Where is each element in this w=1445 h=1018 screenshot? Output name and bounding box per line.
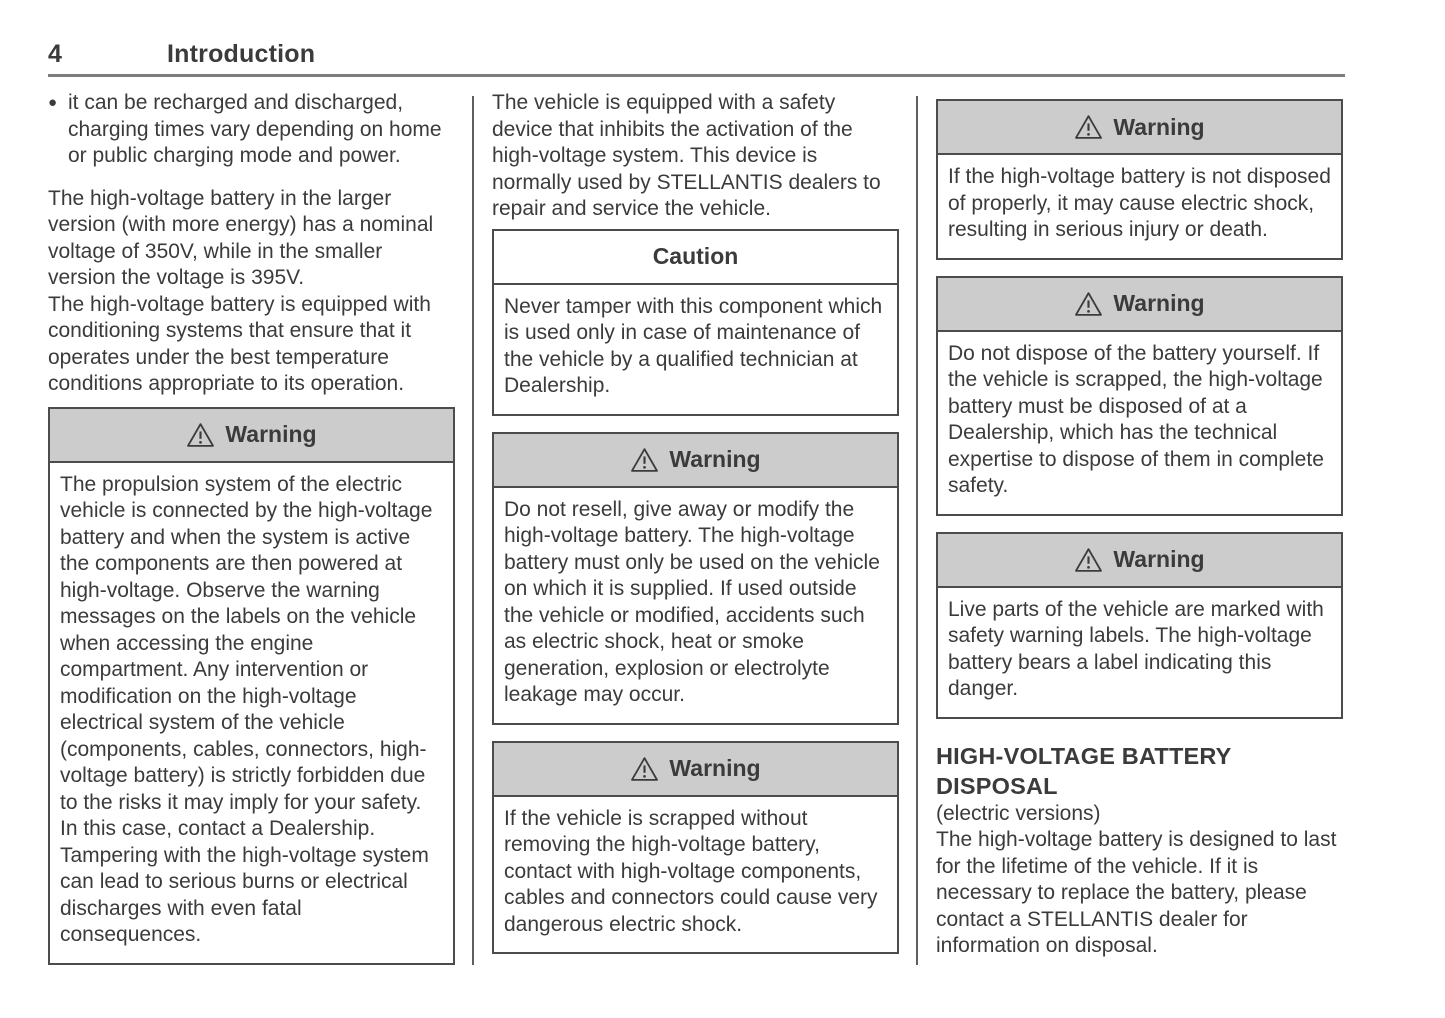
bullet-icon: ● [48,94,58,111]
page-title: Introduction [167,40,316,68]
warning-box [936,276,1343,516]
warning-box-title: Warning [225,421,317,448]
column-3 [936,90,1343,965]
bullet-item-text: it can be recharged and discharged, charging times vary depending on home or public charging mode and power. [68,91,442,167]
warning-box-title: Warning [1113,290,1205,317]
warning-box-header [50,409,453,463]
caution-box-body: Never tamper with this component which is used only in case of maintenance of the vehicle by a qualified technician at Dealership. [504,294,883,397]
warning-triangle-icon [1074,291,1103,317]
bullet-list-item [48,90,455,170]
warning-box-title: Warning [669,446,761,473]
warning-box-title: Warning [1113,113,1205,140]
warning-box [936,532,1343,719]
caution-box-title: Caution [652,243,739,270]
warning-triangle-icon [630,447,659,473]
column-2 [492,90,899,965]
warning-box-body: Do not dispose of the battery yourself. If the vehicle is scrapped, the high-voltage battery must be disposed of at a Dealership, which has the technical expertise to dispose of them in complete safety. [948,341,1324,497]
caution-box [492,229,899,416]
warning-box-title: Warning [669,755,761,782]
section-subnote: (electric versions) [936,801,1101,825]
warning-triangle-icon [1074,547,1103,573]
caution-box-header [494,231,897,285]
section-heading: HIGH-VOLTAGE BATTERY DISPOSAL [936,742,1232,799]
page-header [48,40,1345,77]
warning-box-body: Do not resell, give away or modify the high-voltage battery. The high-voltage battery must only be used on the vehicle on which it is supplied. If used outside the vehicle or modified, accidents such as electric shock, heat or smoke generation, explosion or electrolyte leakage may occur. [504,497,880,706]
paragraph: The high-voltage battery is designed to last for the lifetime of the vehicle. If it is necessary to replace the battery, please contact a STELLANTIS dealer for information on disposal. [936,828,1337,957]
warning-box-body: If the vehicle is scrapped without removing the high-voltage battery, contact with high-voltage components, cables and connectors could cause very dangerous electric shock. [504,806,878,936]
warning-box [936,99,1343,260]
warning-triangle-icon [630,756,659,782]
warning-box [48,407,455,965]
warning-box-header [938,278,1341,332]
warning-box-body: Live parts of the vehicle are marked with safety warning labels. The high-voltage battery bears a label indicating this danger. [948,597,1324,700]
warning-box-body: If the high-voltage battery is not disposed of properly, it may cause electric shock, resulting in serious injury or death. [948,165,1331,241]
page-content [48,90,1345,965]
warning-box [492,741,899,955]
warning-triangle-icon [1074,114,1103,140]
warning-box-body: The propulsion system of the electric vehicle is connected by the high-voltage battery and when the system is active the components are then powered at high-voltage. Observe the warning messages on the labels on the vehicle when accessing the engine compartment. Any intervention or modification on the high-voltage electrical system of the vehicle (components, cables, connectors, high-voltage battery) is strictly forbidden due to the risks it may imply for your safety. In this case, contact a Dealership. Tampering with the high-voltage system can lead to serious burns or electrical discharges with even fatal consequences. [60,472,433,946]
warning-box-title: Warning [1113,546,1205,573]
paragraph: The high-voltage battery is equipped with conditioning systems that ensure that it operates under the best temperature conditions appropriate to its operation. [48,292,431,395]
warning-box-header [938,534,1341,588]
paragraph: The vehicle is equipped with a safety device that inhibits the activation of the high-voltage system. This device is normally used by STELLANTIS dealers to repair and service the vehicle. [492,91,881,220]
column-1 [48,90,455,965]
column-divider [916,96,918,965]
warning-triangle-icon [186,422,215,448]
column-divider [472,96,474,965]
page-number: 4 [48,40,62,68]
warning-box [492,432,899,725]
warning-box-header [494,434,897,488]
warning-box-header [938,101,1341,155]
warning-box-header [494,743,897,797]
paragraph: The high-voltage battery in the larger version (with more energy) has a nominal voltage of 350V, while in the smaller version the voltage is 395V. [48,186,434,289]
